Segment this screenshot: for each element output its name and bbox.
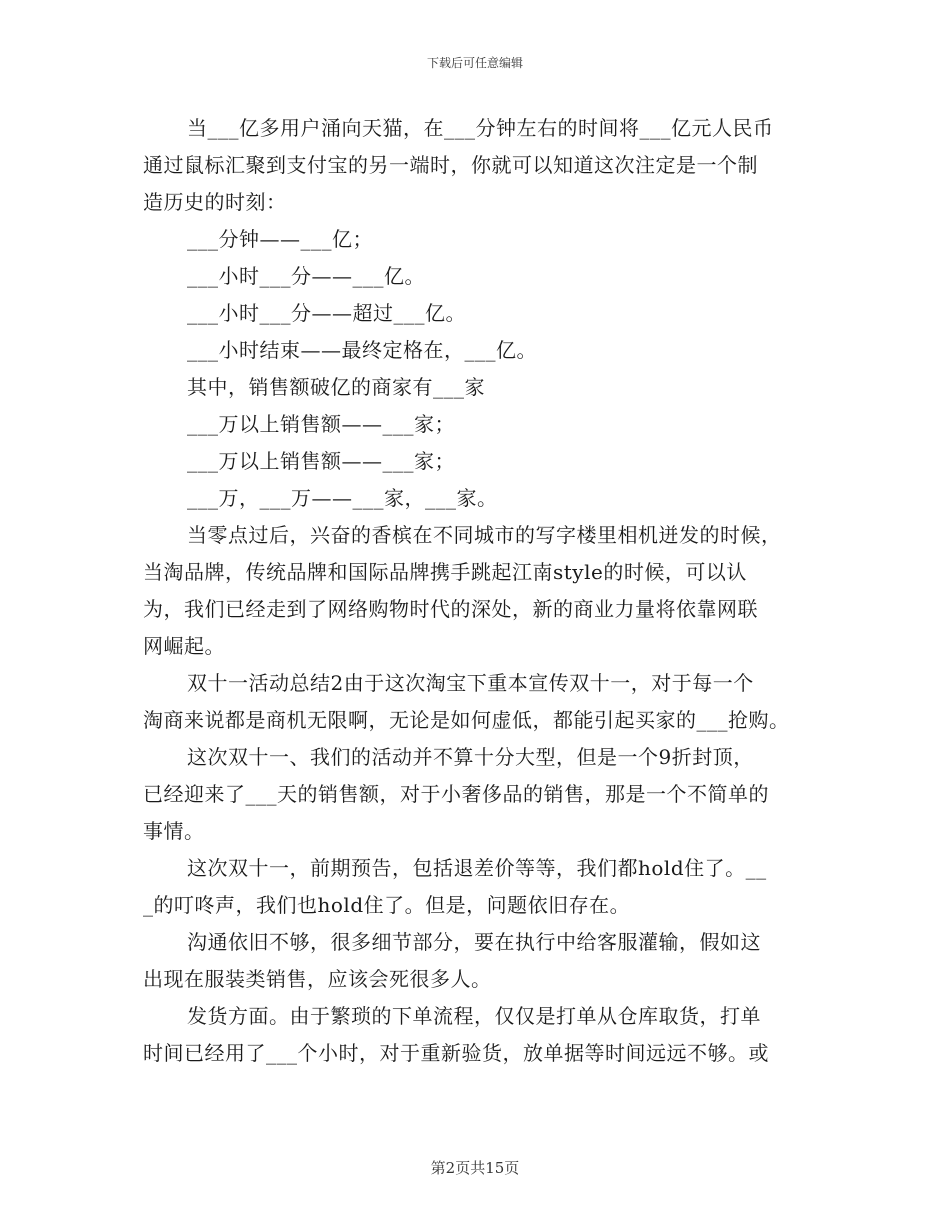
text-line: 沟通依旧不够，很多细节部分，要在执行中给客服灌输，假如这 — [187, 930, 761, 954]
text-line: ___分钟——___亿； — [187, 227, 373, 251]
text-line: 已经迎来了___天的销售额，对于小奢侈品的销售，那是一个不简单的 — [143, 782, 769, 806]
text-line: 其中，销售额破亿的商家有___家 — [187, 375, 485, 399]
text-line: ___万，___万——___家，___家。 — [187, 486, 498, 510]
text-line: 事情。 — [143, 819, 205, 843]
text-line: 这次双十一，前期预告，包括退差价等等，我们都hold住了。__ — [187, 856, 767, 880]
page-header: 下载后可任意编辑 — [426, 56, 523, 70]
document-body — [143, 110, 823, 1072]
text-line: ___小时___分——超过___亿。 — [187, 301, 466, 325]
text-line: 为，我们已经走到了网络购物时代的深处，新的商业力量将依靠网联 — [143, 597, 758, 621]
page-footer: 第2页共15页 — [430, 1159, 520, 1177]
text-line: 当零点过后，兴奋的香槟在不同城市的写字楼里相机迸发的时候， — [187, 523, 782, 547]
text-line: 时间已经用了___个小时，对于重新验货，放单据等时间远远不够。或 — [143, 1041, 769, 1065]
text-line: 通过鼠标汇聚到支付宝的另一端时，你就可以知道这次注定是一个制 — [143, 153, 758, 177]
text-line: ___万以上销售额——___家； — [187, 449, 455, 473]
text-line: ___小时结束——最终定格在，___亿。 — [187, 338, 537, 362]
text-line: 当___亿多用户涌向天猫，在___分钟左右的时间将___亿元人民币 — [187, 116, 774, 140]
text-line: 淘商来说都是商机无限啊，无论是如何虚低，都能引起买家的___抢购。 — [143, 708, 790, 732]
text-line: 造历史的时刻： — [143, 190, 287, 214]
text-line: 发货方面。由于繁琐的下单流程，仅仅是打单从仓库取货，打单 — [187, 1004, 761, 1028]
text-line: 网崛起。 — [143, 634, 225, 658]
text-line: 双十一活动总结2由于这次淘宝下重本宣传双十一，对于每一个 — [187, 671, 754, 695]
text-line: 这次双十一、我们的活动并不算十分大型，但是一个9折封顶， — [187, 745, 754, 769]
text-line: ___小时___分——___亿。 — [187, 264, 425, 288]
text-line: 出现在服装类销售，应该会死很多人。 — [143, 967, 492, 991]
text-line: ___万以上销售额——___家； — [187, 412, 455, 436]
text-line: 当淘品牌，传统品牌和国际品牌携手跳起江南style的时候，可以认 — [143, 560, 747, 584]
text-line: _的叮咚声，我们也hold住了。但是，问题依旧存在。 — [143, 893, 631, 917]
